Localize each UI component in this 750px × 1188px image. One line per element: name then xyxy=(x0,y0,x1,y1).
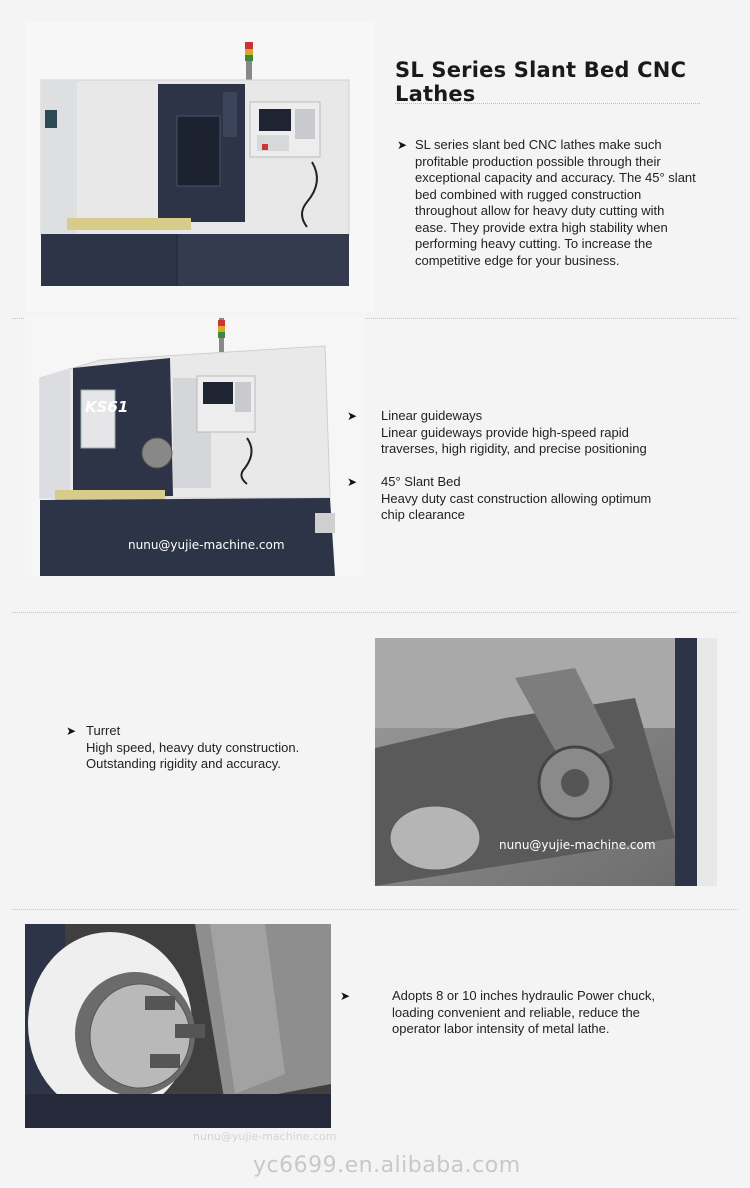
section-divider xyxy=(12,612,738,613)
intro-line: SL series slant bed CNC lathes make such xyxy=(415,137,662,152)
intro-line: throughout allow for heavy duty cutting with xyxy=(415,203,665,218)
intro-line: bed combined with rugged construction xyxy=(415,186,642,202)
arrow-bullet-icon: ➤ xyxy=(340,989,351,1003)
intro-line: ease. They provide extra high stability when xyxy=(415,219,668,235)
feature-line: traverses, high rigidity, and precise positioning xyxy=(381,441,647,456)
cnc-lathe-photo-2 xyxy=(25,318,364,576)
feature-line: Heavy duty cast construction allowing optimum xyxy=(381,490,652,506)
feature-title: Linear guideways xyxy=(381,408,483,423)
feature-line: loading convenient and reliable, reduce the xyxy=(392,1004,640,1020)
section-divider xyxy=(12,909,738,910)
feature-power-chuck xyxy=(340,988,712,1038)
site-watermark: yc6699.en.alibaba.com xyxy=(253,1153,521,1178)
intro-paragraph xyxy=(397,137,735,269)
intro-line: profitable production possible through their xyxy=(415,153,661,169)
arrow-bullet-icon: ➤ xyxy=(397,138,408,152)
feature-line: chip clearance xyxy=(381,507,465,522)
arrow-bullet-icon: ➤ xyxy=(347,475,358,489)
intro-line: competitive edge for your business. xyxy=(415,252,620,268)
email-watermark: nunu@yujie-machine.com xyxy=(193,1130,337,1143)
arrow-bullet-icon: ➤ xyxy=(66,724,77,738)
feature-slant-bed xyxy=(347,474,711,524)
machine-model-label: KS61 xyxy=(85,398,129,416)
feature-title: Turret xyxy=(86,723,121,738)
email-watermark: nunu@yujie-machine.com xyxy=(128,538,285,552)
arrow-bullet-icon: ➤ xyxy=(347,409,358,423)
feature-linear-guideways xyxy=(347,408,711,458)
chuck-photo xyxy=(25,924,331,1128)
feature-line: High speed, heavy duty construction. xyxy=(86,739,300,755)
intro-line: exceptional capacity and accuracy. The 45° slant xyxy=(415,170,696,185)
feature-line: operator labor intensity of metal lathe. xyxy=(392,1021,610,1036)
email-watermark: nunu@yujie-machine.com xyxy=(499,838,656,852)
feature-line: Adopts 8 or 10 inches hydraulic Power chuck, xyxy=(392,988,656,1003)
title-divider xyxy=(395,103,700,104)
turret-photo xyxy=(375,638,717,886)
feature-line: Outstanding rigidity and accuracy. xyxy=(86,756,281,771)
intro-line: performing heavy cutting. To increase the xyxy=(415,236,653,251)
feature-line: Linear guideways provide high-speed rapid xyxy=(381,424,629,440)
page-title: SL Series Slant Bed CNC Lathes xyxy=(395,58,687,106)
cnc-lathe-photo-1 xyxy=(27,22,375,312)
feature-title: 45° Slant Bed xyxy=(381,474,461,489)
feature-turret xyxy=(66,723,346,773)
